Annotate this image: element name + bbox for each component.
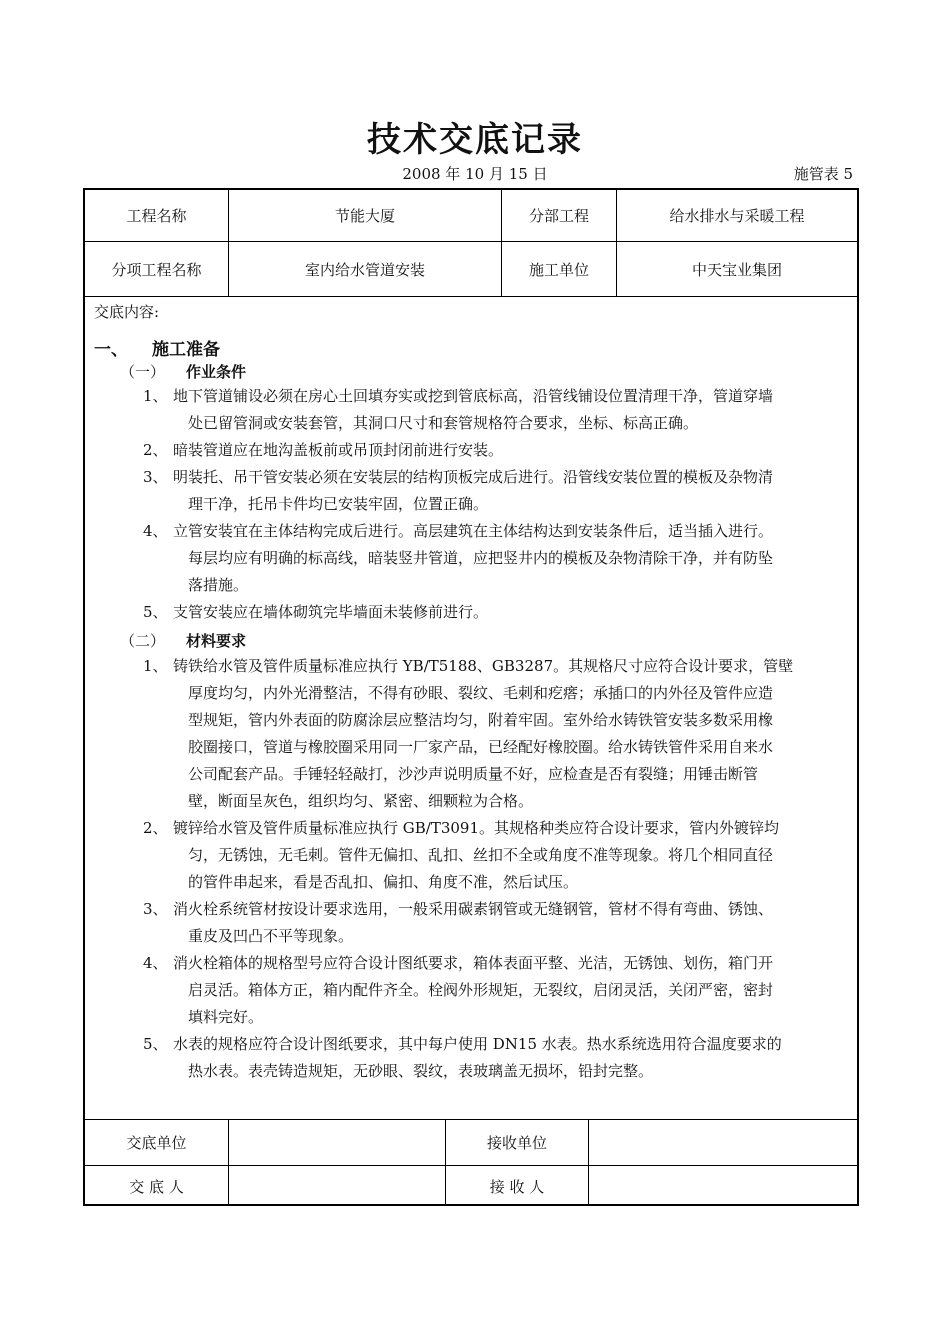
item-line: 每层均应有明确的标高线，暗装竖井管道，应把竖井内的模板及杂物清除干净，并有防坠 xyxy=(188,549,774,567)
item-line: 型规矩，管内外表面的防腐涂层应整洁均匀，附着牢固。室外给水铸铁管安装多数采用橡 xyxy=(188,711,774,729)
issuer-unit-label: 交底单位 xyxy=(126,1134,187,1152)
item-line: 消火栓系统管材按设计要求选用，一般采用碳素钢管或无缝钢管，管材不得有弯曲、锈蚀、 xyxy=(173,900,774,918)
item-line: 匀，无锈蚀，无毛刺。管件无偏扣、乱扣、丝扣不全或角度不准等现象。将几个相同直径 xyxy=(188,846,774,864)
subsection-title: 材料要求 xyxy=(186,632,247,650)
item-number: 4、 xyxy=(143,522,168,540)
item-number: 1、 xyxy=(143,387,168,405)
item-text xyxy=(143,599,851,626)
subitem-label: 分项工程名称 xyxy=(111,260,202,279)
record-table xyxy=(83,188,859,1206)
item-line: 理干净，托吊卡件均已安装牢固，位置正确。 xyxy=(188,495,489,513)
item-line: 填料完好。 xyxy=(188,1008,264,1026)
item-number: 4、 xyxy=(143,954,168,972)
receiver-unit-field[interactable] xyxy=(588,1120,857,1165)
item-line: 铸铁给水管及管件质量标准应执行 YB/T5188、GB3287。其规格尺寸应符合设计要求，管壁 xyxy=(173,657,794,675)
list-item xyxy=(143,653,851,815)
item-line: 胶圈接口，管道与橡胶圈采用同一厂家产品，已经配好橡胶圈。给水铸铁管件采用自来水 xyxy=(188,738,774,756)
item-line: 消火栓箱体的规格型号应符合设计图纸要求，箱体表面平整、光洁，无锈蚀、划伤，箱门开 xyxy=(173,954,774,972)
disclosure-content xyxy=(85,297,857,1120)
subsection-heading-1 xyxy=(120,361,246,382)
signoff-row-persons xyxy=(85,1166,857,1206)
subsection-title: 作业条件 xyxy=(186,363,247,381)
subsection-heading-2 xyxy=(120,630,246,651)
section-heading xyxy=(94,335,220,360)
item-line: 落措施。 xyxy=(188,576,249,594)
item-number: 5、 xyxy=(143,603,168,621)
subitem-value: 室内给水管道安装 xyxy=(228,242,501,296)
item-line: 的管件串起来，看是否乱扣、偏扣、角度不准，然后试压。 xyxy=(188,873,579,891)
item-number: 3、 xyxy=(143,468,168,486)
list-item xyxy=(143,599,851,626)
list-item xyxy=(143,383,851,437)
item-text xyxy=(143,464,851,518)
item-number: 5、 xyxy=(143,1035,168,1053)
item-text xyxy=(143,383,851,437)
item-line: 壁，断面呈灰色，组织均匀、紧密、细颗粒为合格。 xyxy=(188,792,534,810)
item-number: 1、 xyxy=(143,657,168,675)
issuer-unit-field[interactable] xyxy=(228,1120,445,1165)
division-label: 分部工程 xyxy=(501,190,616,241)
item-line: 地下管道铺设必须在房心土回填夯实或挖到管底标高，沿管线铺设位置清理干净，管道穿墙 xyxy=(173,387,774,405)
item-line: 支管安装应在墙体砌筑完毕墙面未装修前进行。 xyxy=(173,603,489,621)
item-line: 厚度均匀，内外光滑整洁，不得有砂眼、裂纹、毛刺和疙瘩；承插口的内外径及管件应造 xyxy=(188,684,774,702)
item-line: 暗装管道应在地沟盖板前或吊顶封闭前进行安装。 xyxy=(173,441,504,459)
item-line: 重皮及凹凸不平等现象。 xyxy=(188,927,354,945)
item-text xyxy=(143,437,851,464)
item-number: 2、 xyxy=(143,819,168,837)
project-name-label: 工程名称 xyxy=(126,207,187,225)
item-text xyxy=(143,1031,851,1085)
item-line: 水表的规格应符合设计图纸要求，其中每户使用 DN15 水表。热水系统选用符合温度要求的 xyxy=(173,1035,782,1053)
contractor-label: 施工单位 xyxy=(501,242,616,296)
content-label: 交底内容: xyxy=(94,303,160,321)
item-text xyxy=(143,518,851,599)
item-line: 镀锌给水管及管件质量标准应执行 GB/T3091。其规格种类应符合设计要求，管内外镀锌均 xyxy=(173,819,780,837)
info-row-subitem xyxy=(85,242,857,297)
subsection-number: （二） xyxy=(120,632,166,650)
item-line: 处已留管洞或安装套管，其洞口尺寸和套管规格符合要求，坐标、标高正确。 xyxy=(188,414,699,432)
document-date: 2008 年 10 月 15 日 xyxy=(402,165,548,183)
item-number: 3、 xyxy=(143,900,168,918)
receiver-unit-label: 接收单位 xyxy=(445,1120,588,1165)
contractor-value: 中天宝业集团 xyxy=(616,242,857,296)
section-number: 一、 xyxy=(94,340,128,360)
project-name-value: 节能大厦 xyxy=(228,190,501,241)
form-number: 施管表 5 xyxy=(793,165,853,183)
list-item xyxy=(143,815,851,896)
section-title: 施工准备 xyxy=(152,340,220,360)
item-line: 明装托、吊干管安装必须在安装层的结构顶板完成后进行。沿管线安装位置的模板及杂物清 xyxy=(173,468,774,486)
item-number: 2、 xyxy=(143,441,168,459)
item-line: 公司配套产品。手锤轻轻敲打，沙沙声说明质量不好，应检查是否有裂缝；用锤击断管 xyxy=(188,765,759,783)
list-item xyxy=(143,464,851,518)
signoff-row-units xyxy=(85,1120,857,1166)
subsection-number: （一） xyxy=(120,363,166,381)
list-item xyxy=(143,950,851,1031)
division-value: 给水排水与采暖工程 xyxy=(616,190,857,241)
item-line: 启灵活。箱体方正，箱内配件齐全。栓阀外形规矩，无裂纹，启闭灵活，关闭严密，密封 xyxy=(188,981,774,999)
list-item xyxy=(143,896,851,950)
item-text xyxy=(143,896,851,950)
receiver-field[interactable] xyxy=(588,1166,857,1206)
item-text xyxy=(143,653,851,815)
item-line: 立管安装宜在主体结构完成后进行。高层建筑在主体结构达到安装条件后，适当插入进行。 xyxy=(173,522,774,540)
list-item xyxy=(143,1031,851,1085)
item-text xyxy=(143,815,851,896)
issuer-field[interactable] xyxy=(228,1166,445,1206)
receiver-label: 接 收 人 xyxy=(445,1166,588,1206)
info-row-project xyxy=(85,190,857,242)
list-item xyxy=(143,518,851,599)
list-item xyxy=(143,437,851,464)
item-line: 热水表。表壳铸造规矩，无砂眼、裂纹，表玻璃盖无损坏，铅封完整。 xyxy=(188,1062,654,1080)
issuer-label: 交 底 人 xyxy=(129,1177,184,1196)
item-text xyxy=(143,950,851,1031)
document-title: 技术交底记录 xyxy=(367,120,583,160)
